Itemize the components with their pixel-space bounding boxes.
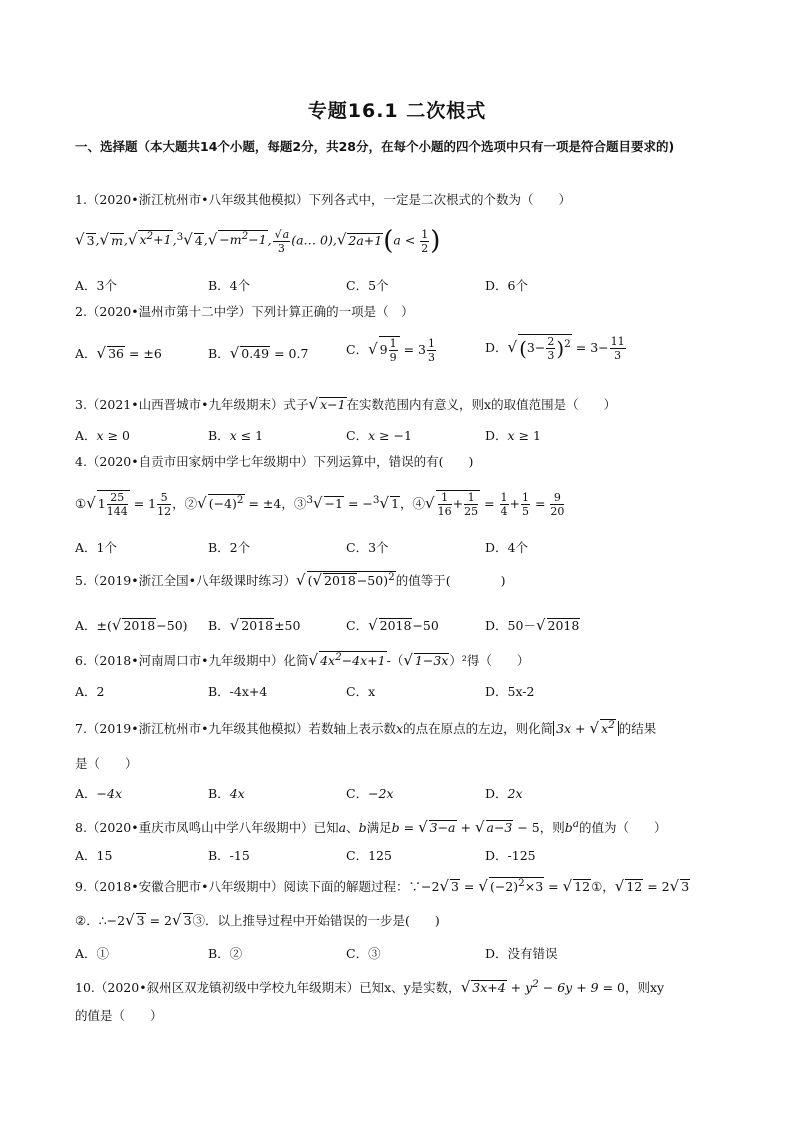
option-c[interactable]: C．x ≥ −1 (346, 428, 412, 443)
option-c[interactable]: C．−2x (346, 786, 394, 801)
option-b[interactable]: B．2个 (208, 540, 251, 555)
question-4: 4.（2020•自贡市田家炳中学七年级期中）下列运算中，错误的有( ) (75, 454, 474, 469)
option-a[interactable]: A．15 (75, 848, 113, 863)
question-10-cont: 的值是（ ） (75, 1008, 163, 1023)
option-a[interactable]: A．−4x (75, 786, 123, 801)
question-1: 1.（2020•浙江杭州市•八年级其他模拟）下列各式中，一定是二次根式的个数为（ ） (75, 192, 571, 207)
option-b[interactable]: B．-4x+4 (208, 684, 268, 699)
question-5-options (75, 616, 725, 634)
option-b[interactable]: B．4个 (208, 278, 251, 293)
question-1-expressions: √ 3,√ m,√ $x^2+1,^3√$ $4,√ -m^2-1$, $\frac{√a}{3}$ (a… 0),√ 2a+1(a < $\frac{1}{2}$ ) (75, 226, 441, 256)
question-2-options (75, 335, 725, 364)
question-9-options (75, 944, 725, 962)
question-10: 10.（2020•叙州区双龙镇初级中学校九年级期末）已知x、y是实数，√ $3x+4 + y^2 - 6y + 9 = 0$，则xy (75, 978, 665, 997)
option-b[interactable]: B．x ≤ 1 (208, 428, 264, 443)
question-9: 9.（2018•安徽合肥市•八年级期中）阅读下面的解题过程：∵−2√ 3 = √ $(-2)^2\times 3$ = √ 12①，√ 12 = 2√ 3 (75, 876, 690, 895)
section-heading: 一、选择题（本大题共14个小题，每题2分，共28分，在每个小题的四个选项中只有一项是符合题目要求的) (75, 139, 675, 154)
option-d[interactable]: D．4个 (485, 540, 528, 555)
option-d[interactable]: D．没有错误 (485, 946, 558, 961)
question-5: 5.（2019•浙江全国•八年级课时练习）√ (√ 2018−50)$^2$的值等于( ) (75, 570, 506, 589)
option-d[interactable]: D．-125 (485, 848, 536, 863)
option-b[interactable]: B．√ 2018±50 (208, 616, 301, 634)
option-a[interactable]: A．±(√ 2018−50) (75, 616, 188, 634)
option-d[interactable]: D．6个 (485, 278, 528, 293)
option-b[interactable]: B．-15 (208, 848, 250, 863)
option-d[interactable]: D．5x-2 (485, 684, 535, 699)
option-c[interactable]: C．√ 9 $\frac{1}{9}$ = 3 $\frac{1}{3}$ (346, 337, 435, 364)
question-6-options (75, 682, 725, 700)
option-d[interactable]: D．x ≥ 1 (485, 428, 541, 443)
option-b[interactable]: B．② (208, 946, 243, 961)
question-7-cont: 是（ ） (75, 756, 138, 771)
question-9-cont: ②．∴−2√ 3 = 2√ 3③．以上推导过程中开始错误的一步是( ) (75, 911, 440, 929)
question-3-options (75, 426, 725, 444)
question-3: 3.（2021•山西晋城市•九年级期末）式子√ x−1在实数范围内有意义，则x的取值范围是（ ） (75, 395, 617, 413)
option-d[interactable]: D．2x (485, 786, 523, 801)
option-a[interactable]: A．x ≥ 0 (75, 428, 130, 443)
question-4-expressions: ①√ 1 $\frac{25}{144}$ = 1 $\frac{5}{12}$ ，②√ $(-4)^2 = \pm 4$，③$^3$√ −1 = −$^3$√ 1，④√ $\frac{1}{16}$ + $\frac{1}{25}$ = $\frac{1}{4}$ + $\frac{1}{5}$ = $\frac{9}{20}$ (75, 491, 565, 518)
option-d[interactable]: D．50－√ 2018 (485, 616, 580, 634)
question-8-options (75, 846, 725, 864)
option-a[interactable]: A．2 (75, 684, 105, 699)
option-a[interactable]: A．√ 36 = ±6 (75, 344, 162, 362)
option-a[interactable]: A．1个 (75, 540, 117, 555)
option-b[interactable]: B．√ 0.49 = 0.7 (208, 344, 309, 362)
option-d[interactable]: D．√ (3− $\frac{2}{3}$ )$^2$ = 3− $\frac{11}{3}$ (485, 335, 625, 362)
option-a[interactable]: A．① (75, 946, 110, 961)
option-c[interactable]: C．5个 (346, 278, 389, 293)
question-7-options (75, 784, 725, 802)
option-c[interactable]: C．125 (346, 848, 392, 863)
question-8: 8.（2020•重庆市凤鸣山中学八年级期中）已知a、b满足b = √ 3−a + √ a−3 − 5，则$b^a$的值为（ ） (75, 818, 667, 837)
question-6: 6.（2018•河南周口市•九年级期中）化简√ $4x^2-4x+1-(√$ 1−3x）²得（ ） (75, 650, 530, 669)
option-c[interactable]: C．③ (346, 946, 381, 961)
option-c[interactable]: C．x (346, 684, 376, 699)
option-a[interactable]: A．3个 (75, 278, 117, 293)
option-c[interactable]: C．√ 2018−50 (346, 616, 439, 634)
question-4-options (75, 538, 725, 556)
option-c[interactable]: C．3个 (346, 540, 389, 555)
question-7: 7.（2019•浙江杭州市•九年级其他模拟）若数轴上表示数x的点在原点的左边，则化简 3x + √ $x^2$ 的结果 (75, 718, 657, 737)
page-title: 专题16.1 二次根式 (307, 100, 487, 122)
option-b[interactable]: B．4x (208, 786, 245, 801)
question-1-options (75, 276, 725, 294)
question-2: 2.（2020•温州市第十二中学）下列计算正确的一项是（ ） (75, 304, 414, 319)
